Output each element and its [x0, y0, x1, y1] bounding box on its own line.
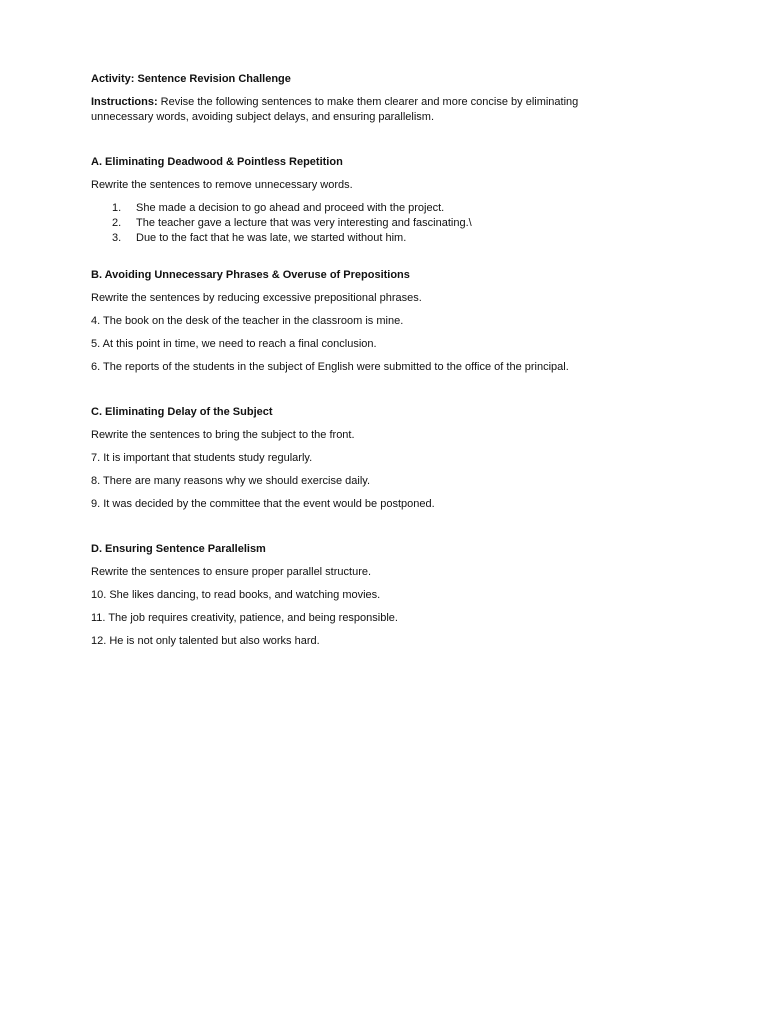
section-a-heading: A. Eliminating Deadwood & Pointless Repetition	[91, 156, 343, 168]
exercise-item: 10. She likes dancing, to read books, and watching movies.	[91, 589, 381, 601]
list-item	[91, 216, 691, 231]
document-content	[91, 72, 691, 657]
document-title: Activity: Sentence Revision Challenge	[91, 73, 291, 85]
exercise-item: 8. There are many reasons why we should exercise daily.	[91, 475, 371, 487]
section-d-heading: D. Ensuring Sentence Parallelism	[91, 543, 266, 555]
exercise-item: 12. He is not only talented but also works hard.	[91, 635, 320, 647]
section-c-heading: C. Eliminating Delay of the Subject	[91, 406, 273, 418]
instructions-line-1	[91, 95, 691, 110]
list-item-number: 3.	[112, 232, 122, 244]
section-c	[91, 405, 691, 512]
section-d-prompt: Rewrite the sentences to ensure proper parallel structure.	[91, 566, 372, 578]
exercise-item: 6. The reports of the students in the subject of English were submitted to the office of the principal.	[91, 361, 569, 373]
section-b-heading: B. Avoiding Unnecessary Phrases & Overuse of Prepositions	[91, 269, 410, 281]
section-b	[91, 268, 691, 375]
section-b-prompt: Rewrite the sentences by reducing excessive prepositional phrases.	[91, 292, 422, 304]
section-a	[91, 155, 691, 246]
list-item-number: 2.	[112, 217, 122, 229]
section-a-prompt: Rewrite the sentences to remove unnecessary words.	[91, 179, 353, 191]
list-item	[91, 201, 691, 216]
list-item-text: Due to the fact that he was late, we started without him.	[136, 232, 407, 244]
section-a-list	[91, 201, 691, 246]
list-item-text: She made a decision to go ahead and proceed with the project.	[136, 202, 445, 214]
list-item-text: The teacher gave a lecture that was very interesting and fascinating.\	[136, 217, 472, 229]
exercise-item: 5. At this point in time, we need to reach a final conclusion.	[91, 338, 377, 350]
instructions-line-2: unnecessary words, avoiding subject delays, and ensuring parallelism.	[91, 111, 435, 123]
exercise-item: 4. The book on the desk of the teacher in the classroom is mine.	[91, 315, 404, 327]
section-d	[91, 542, 691, 649]
instructions-lead: Instructions:	[91, 96, 158, 108]
exercise-item: 9. It was decided by the committee that the event would be postponed.	[91, 498, 435, 510]
exercise-item: 7. It is important that students study regularly.	[91, 452, 313, 464]
list-item	[91, 231, 691, 246]
list-item-number: 1.	[112, 202, 122, 214]
instructions-paragraph	[91, 95, 691, 125]
instructions-text-1: Revise the following sentences to make them clearer and more concise by eliminating	[157, 96, 579, 108]
section-c-prompt: Rewrite the sentences to bring the subject to the front.	[91, 429, 355, 441]
exercise-item: 11. The job requires creativity, patience, and being responsible.	[91, 612, 398, 624]
